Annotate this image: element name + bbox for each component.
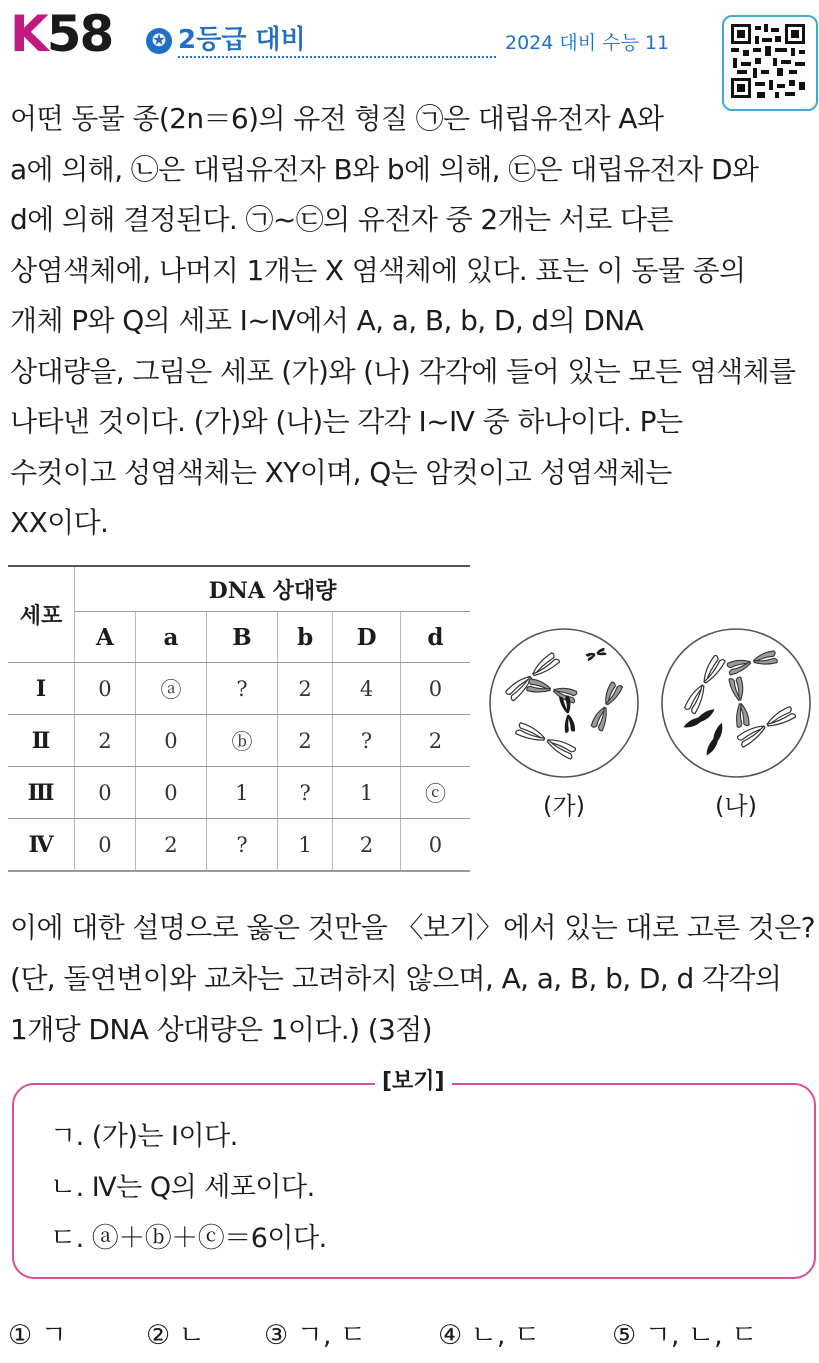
table-cell: 2 (135, 819, 206, 872)
table-group-header: DNA 상대량 (75, 566, 471, 612)
table-header-cell: 세포 (8, 566, 75, 663)
source-label: 2024 대비 수능 11 (505, 32, 670, 54)
table-cell: 0 (135, 715, 206, 767)
prompt-line: 상대량을, 그림은 세포 (가)와 (나) 각각에 들어 있는 모든 염색체를 (10, 354, 796, 388)
table-row (8, 663, 470, 715)
problem-code-letter: K (10, 5, 47, 63)
table-cell: ⓑ (206, 715, 277, 767)
table-cell: 0 (75, 819, 136, 872)
prompt-line: 어떤 동물 종(2n＝6)의 유전 형질 ㉠은 대립유전자 A와 (10, 102, 664, 135)
table-cell: ? (206, 819, 277, 872)
table-column-header: a (135, 612, 206, 663)
choice-4[interactable]: ④ ㄴ, ㄷ (438, 1320, 541, 1351)
table-cell: 4 (333, 663, 401, 715)
cell-figure (484, 628, 814, 828)
prompt-line: 개체 P와 Q의 세포 Ⅰ~Ⅳ에서 A, a, B, b, D, d의 DNA (10, 304, 644, 337)
table-cell: 0 (400, 663, 470, 715)
table-cell: 2 (400, 715, 470, 767)
figure-caption-na: (나) (715, 792, 757, 820)
prompt-line: 상염색체에, 나머지 1개는 X 염색체에 있다. 표는 이 동물 종의 (10, 253, 746, 287)
figure-caption-ga: (가) (543, 792, 585, 820)
table-cell: 0 (135, 767, 206, 819)
qr-code-graphic (731, 24, 805, 98)
table-cell: 2 (75, 715, 136, 767)
bogi-statement-giyeok: ㄱ. (가)는 Ⅰ이다. (50, 1121, 238, 1152)
table-column-header: A (75, 612, 136, 663)
bogi-box (12, 1069, 816, 1279)
table-cell: 1 (333, 767, 401, 819)
prompt-line: 나타낸 것이다. (가)와 (나)는 각각 Ⅰ~Ⅳ 중 하나이다. P는 (10, 405, 683, 438)
cell-drawings (484, 628, 814, 778)
row-label: Ⅰ (8, 663, 75, 715)
row-label: Ⅳ (8, 819, 75, 872)
row-label: Ⅲ (8, 767, 75, 819)
dotted-divider (178, 56, 496, 58)
question-text (10, 902, 815, 1055)
table-cell: 0 (75, 767, 136, 819)
question-line: (단, 돌연변이와 교차는 고려하지 않으며, A, a, B, b, D, d 각각의 (10, 962, 782, 995)
cell-ga (490, 629, 638, 777)
table-cell: ? (333, 715, 401, 767)
table-cell: ? (206, 663, 277, 715)
table-column-header: B (206, 612, 277, 663)
prompt-line: XX이다. (10, 506, 109, 539)
table-column-header: b (278, 612, 333, 663)
bogi-statement-nieun: ㄴ. Ⅳ는 Q의 세포이다. (50, 1172, 315, 1203)
problem-header (0, 0, 819, 90)
answer-choices (8, 1316, 813, 1356)
prompt-line: a에 의해, ㉡은 대립유전자 B와 b에 의해, ㉢은 대립유전자 D와 (10, 152, 759, 186)
problem-code-number: 58 (46, 5, 113, 63)
table-column-header: d (400, 612, 470, 663)
prompt-line: 수컷이고 성염색체는 XY이며, Q는 암컷이고 성염색체는 (10, 455, 672, 489)
grade-label: 2등급 대비 (178, 25, 306, 55)
choice-3[interactable]: ③ ㄱ, ㄷ (264, 1320, 367, 1351)
prompt-line: d에 의해 결정된다. ㉠~㉢의 유전자 중 2개는 서로 다른 (10, 203, 673, 236)
table-cell: ⓒ (400, 767, 470, 819)
bogi-title: [보기] (375, 1067, 452, 1097)
choice-2[interactable]: ② ㄴ (146, 1320, 205, 1351)
table-cell: 2 (278, 715, 333, 767)
question-line: 이에 대한 설명으로 옳은 것만을 〈보기〉에서 있는 대로 고른 것은? (10, 911, 815, 944)
bogi-statement-digeut: ㄷ. ⓐ＋ⓑ＋ⓒ＝6이다. (50, 1223, 327, 1254)
dna-amount-table (8, 565, 470, 872)
table-cell: 0 (75, 663, 136, 715)
table-column-header: D (333, 612, 401, 663)
table-row (8, 767, 470, 819)
table-cell: ⓐ (135, 663, 206, 715)
question-line: 1개당 DNA 상대량은 1이다.) (3점) (10, 1013, 433, 1046)
star-badge-icon: ✪ (146, 28, 172, 54)
table-cell: 1 (278, 819, 333, 872)
problem-prompt (10, 94, 810, 549)
problem-code (10, 6, 112, 62)
table-cell: 0 (400, 819, 470, 872)
choice-1[interactable]: ① ㄱ (8, 1320, 67, 1351)
cell-na (662, 629, 810, 777)
row-label: Ⅱ (8, 715, 75, 767)
table-cell: ? (278, 767, 333, 819)
table-cell: 2 (278, 663, 333, 715)
table-cell: 1 (206, 767, 277, 819)
choice-5[interactable]: ⑤ ㄱ, ㄴ, ㄷ (612, 1320, 758, 1351)
table-cell: 2 (333, 819, 401, 872)
table-row (8, 715, 470, 767)
table-row (8, 819, 470, 872)
